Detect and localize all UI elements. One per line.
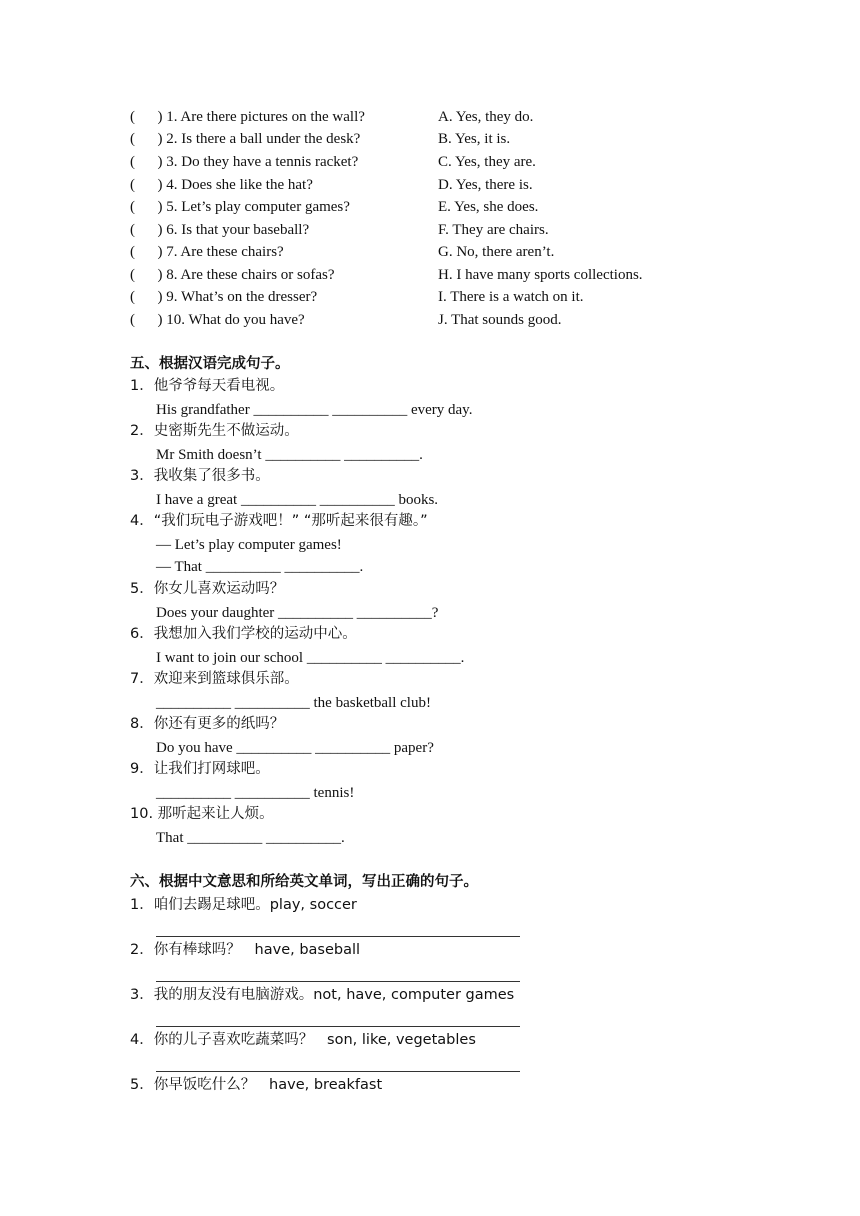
item-6-1-prompt: 1．咱们去踢足球吧。play, soccer [130, 897, 357, 913]
item-5-2-english: Mr Smith doesn’t __________ __________. [156, 447, 423, 463]
item-5-1-english: His grandfather __________ __________ every day. [156, 402, 473, 418]
item-5-4-chinese: 4．“我们玩电子游戏吧！” “那听起来很有趣。” [130, 513, 428, 529]
answer-i: I. There is a watch on it. [438, 289, 584, 305]
section-5-heading: 五、根据汉语完成句子。 [130, 356, 290, 372]
question-9: ( ) 9. What’s on the dresser? [130, 289, 318, 305]
item-5-8-chinese: 8．你还有更多的纸吗？ [130, 716, 285, 732]
answer-h: H. I have many sports collections. [438, 267, 643, 283]
question-5: ( ) 5. Let’s play computer games? [130, 199, 350, 215]
item-5-4-english-a: — Let’s play computer games! [156, 537, 342, 553]
item-5-9-chinese: 9．让我们打网球吧。 [130, 761, 270, 777]
question-2: ( ) 2. Is there a ball under the desk? [130, 131, 361, 147]
item-5-7-chinese: 7．欢迎来到篮球俱乐部。 [130, 671, 299, 687]
item-6-1-answer-line [156, 936, 520, 937]
item-5-3-english: I have a great __________ __________ books. [156, 492, 439, 508]
item-5-9-english: __________ __________ tennis! [156, 785, 355, 801]
question-3: ( ) 3. Do they have a tennis racket? [130, 154, 359, 170]
answer-d: D. Yes, there is. [438, 177, 533, 193]
item-5-6-english: I want to join our school __________ __________. [156, 650, 465, 666]
question-6: ( ) 6. Is that your baseball? [130, 222, 310, 238]
answer-b: B. Yes, it is. [438, 131, 511, 147]
question-1: ( ) 1. Are there pictures on the wall? [130, 109, 365, 125]
question-10: ( ) 10. What do you have? [130, 312, 305, 328]
item-6-3-answer-line [156, 1026, 520, 1027]
item-6-5-prompt: 5．你早饭吃什么？ have, breakfast [130, 1077, 383, 1093]
item-5-5-chinese: 5．你女儿喜欢运动吗？ [130, 581, 285, 597]
section-6-heading: 六、根据中文意思和所给英文单词，写出正确的句子。 [130, 874, 478, 890]
item-6-2-prompt: 2．你有棒球吗？ have, baseball [130, 942, 361, 958]
item-5-7-english: __________ __________ the basketball club! [156, 695, 431, 711]
item-5-5-english: Does your daughter __________ __________? [156, 605, 439, 621]
item-5-10-english: That __________ __________. [156, 830, 345, 846]
item-5-4-english-b: — That __________ __________. [156, 559, 364, 575]
answer-e: E. Yes, she does. [438, 199, 539, 215]
item-6-4-prompt: 4．你的儿子喜欢吃蔬菜吗？ son, like, vegetables [130, 1032, 476, 1048]
item-5-8-english: Do you have __________ __________ paper? [156, 740, 434, 756]
answer-c: C. Yes, they are. [438, 154, 536, 170]
item-5-2-chinese: 2．史密斯先生不做运动。 [130, 423, 299, 439]
question-8: ( ) 8. Are these chairs or sofas? [130, 267, 335, 283]
question-4: ( ) 4. Does she like the hat? [130, 177, 313, 193]
answer-g: G. No, there aren’t. [438, 244, 555, 260]
item-6-4-answer-line [156, 1071, 520, 1072]
item-5-10-chinese: 10. 那听起来让人烦。 [130, 806, 274, 822]
answer-a: A. Yes, they do. [438, 109, 534, 125]
question-7: ( ) 7. Are these chairs? [130, 244, 284, 260]
answer-f: F. They are chairs. [438, 222, 549, 238]
answer-j: J. That sounds good. [438, 312, 562, 328]
item-5-3-chinese: 3．我收集了很多书。 [130, 468, 270, 484]
item-6-3-prompt: 3．我的朋友没有电脑游戏。not, have, computer games [130, 987, 515, 1003]
item-6-2-answer-line [156, 981, 520, 982]
item-5-1-chinese: 1．他爷爷每天看电视。 [130, 378, 285, 394]
item-5-6-chinese: 6．我想加入我们学校的运动中心。 [130, 626, 357, 642]
